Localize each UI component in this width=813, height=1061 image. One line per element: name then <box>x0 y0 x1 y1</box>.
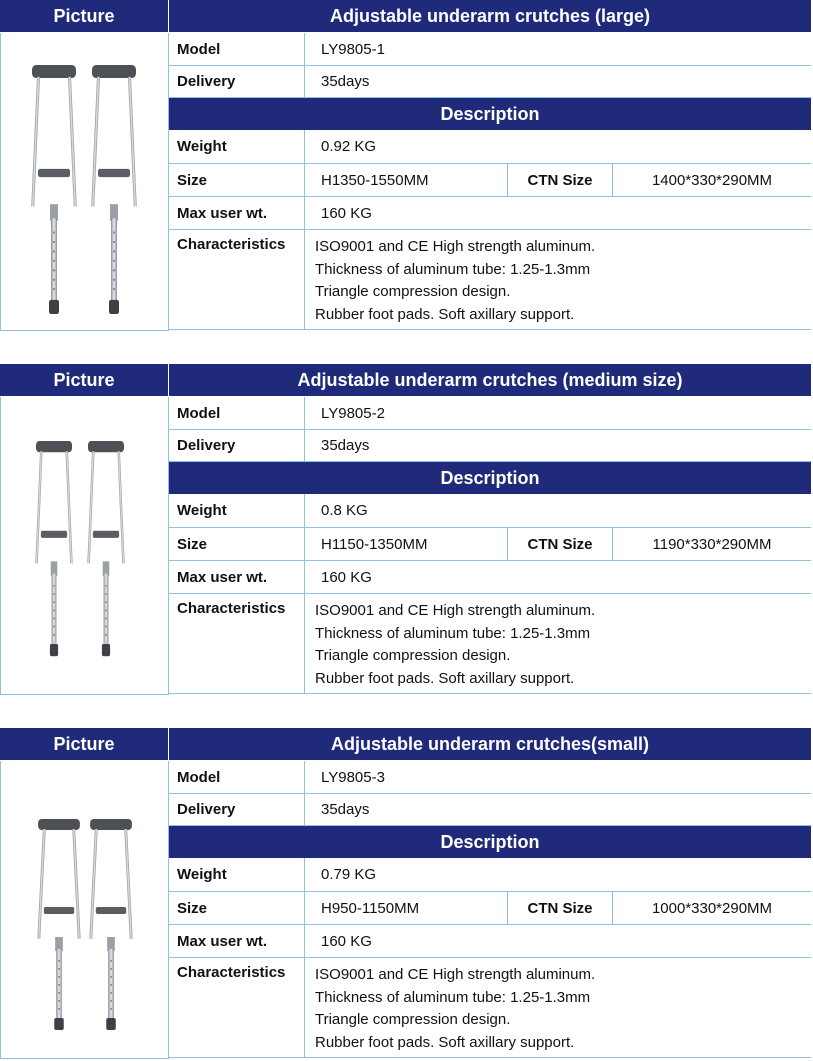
delivery-value: 35days <box>321 801 370 818</box>
characteristic-line: Thickness of aluminum tube: 1.25-1.3mm <box>315 988 591 1006</box>
size-label: Size <box>169 892 305 924</box>
ctn-size-value: 1400*330*290MM <box>651 171 773 189</box>
max-user-weight-label: Max user wt. <box>169 925 305 957</box>
characteristics-value <box>305 958 811 1057</box>
model-label: Model <box>169 33 305 65</box>
max-user-weight-row <box>169 197 811 230</box>
product-block-small <box>0 728 811 1060</box>
weight-label: Weight <box>169 858 305 891</box>
size-row <box>169 164 811 197</box>
characteristic-line: Triangle compression design. <box>315 647 511 664</box>
size-row <box>169 528 811 561</box>
model-row <box>169 397 811 430</box>
size-row <box>169 892 811 925</box>
delivery-row <box>169 430 811 462</box>
max-user-weight-value: 160 KG <box>321 932 372 950</box>
characteristic-line: ISO9001 and CE High strength aluminum. <box>315 238 596 255</box>
crutches-pair-image <box>0 33 169 331</box>
picture-header: Picture <box>0 364 168 396</box>
max-user-weight-value: 160 KG <box>321 568 372 586</box>
description-header: Description <box>169 98 811 130</box>
product-block-medium <box>0 364 811 696</box>
picture-header: Picture <box>0 0 168 32</box>
weight-row <box>169 130 811 164</box>
crutches-pair-image <box>0 397 169 695</box>
ctn-size-label: CTN Size <box>508 528 613 560</box>
product-block-large <box>0 0 811 332</box>
weight-label: Weight <box>169 494 305 527</box>
size-value: H950-1150MM <box>305 892 508 924</box>
model-label: Model <box>169 397 305 429</box>
delivery-row <box>169 794 811 826</box>
characteristic-line: Thickness of aluminum tube: 1.25-1.3mm <box>315 624 591 642</box>
delivery-value: 35days <box>321 73 370 90</box>
characteristics-value <box>305 594 811 693</box>
product-title: Adjustable underarm crutches(small) <box>169 728 811 760</box>
max-user-weight-row <box>169 925 811 958</box>
weight-row <box>169 494 811 528</box>
delivery-row <box>169 66 811 98</box>
description-header: Description <box>169 462 811 494</box>
delivery-label: Delivery <box>169 794 305 825</box>
delivery-label: Delivery <box>169 430 305 461</box>
crutches-pair-image <box>0 761 169 1059</box>
weight-value: 0.79 KG <box>321 866 377 883</box>
size-value: H1150-1350MM <box>305 528 508 560</box>
delivery-label: Delivery <box>169 66 305 97</box>
ctn-size-label: CTN Size <box>508 164 613 196</box>
product-title: Adjustable underarm crutches (large) <box>169 0 811 32</box>
ctn-size-label: CTN Size <box>508 892 613 924</box>
description-header: Description <box>169 826 811 858</box>
characteristic-line: Rubber foot pads. Soft axillary support. <box>315 1033 575 1051</box>
characteristics-row <box>169 594 811 694</box>
weight-label: Weight <box>169 130 305 163</box>
characteristics-value <box>305 230 811 329</box>
characteristic-line: ISO9001 and CE High strength aluminum. <box>315 966 596 983</box>
characteristics-label: Characteristics <box>169 958 305 1057</box>
max-user-weight-label: Max user wt. <box>169 561 305 593</box>
characteristics-label: Characteristics <box>169 594 305 693</box>
characteristics-label: Characteristics <box>169 230 305 329</box>
weight-row <box>169 858 811 892</box>
characteristic-line: Rubber foot pads. Soft axillary support. <box>315 305 575 323</box>
ctn-size-value: 1190*330*290MM <box>652 535 772 553</box>
size-label: Size <box>169 528 305 560</box>
characteristic-line: ISO9001 and CE High strength aluminum. <box>315 602 596 619</box>
model-row <box>169 33 811 66</box>
characteristic-line: Triangle compression design. <box>315 1011 511 1028</box>
model-value: LY9805-3 <box>321 768 385 786</box>
model-row <box>169 761 811 794</box>
ctn-size-value: 1000*330*290MM <box>651 899 773 917</box>
model-value: LY9805-1 <box>321 40 385 58</box>
characteristics-row <box>169 230 811 330</box>
size-label: Size <box>169 164 305 196</box>
delivery-value: 35days <box>321 437 370 454</box>
weight-value: 0.8 KG <box>321 502 368 519</box>
size-value: H1350-1550MM <box>305 164 508 196</box>
max-user-weight-value: 160 KG <box>321 204 372 222</box>
max-user-weight-label: Max user wt. <box>169 197 305 229</box>
max-user-weight-row <box>169 561 811 594</box>
characteristic-line: Triangle compression design. <box>315 283 511 300</box>
characteristic-line: Thickness of aluminum tube: 1.25-1.3mm <box>315 260 591 278</box>
model-value: LY9805-2 <box>321 404 385 422</box>
weight-value: 0.92 KG <box>321 138 377 155</box>
model-label: Model <box>169 761 305 793</box>
characteristic-line: Rubber foot pads. Soft axillary support. <box>315 669 575 687</box>
characteristics-row <box>169 958 811 1058</box>
picture-header: Picture <box>0 728 168 760</box>
product-title: Adjustable underarm crutches (medium size) <box>169 364 811 396</box>
